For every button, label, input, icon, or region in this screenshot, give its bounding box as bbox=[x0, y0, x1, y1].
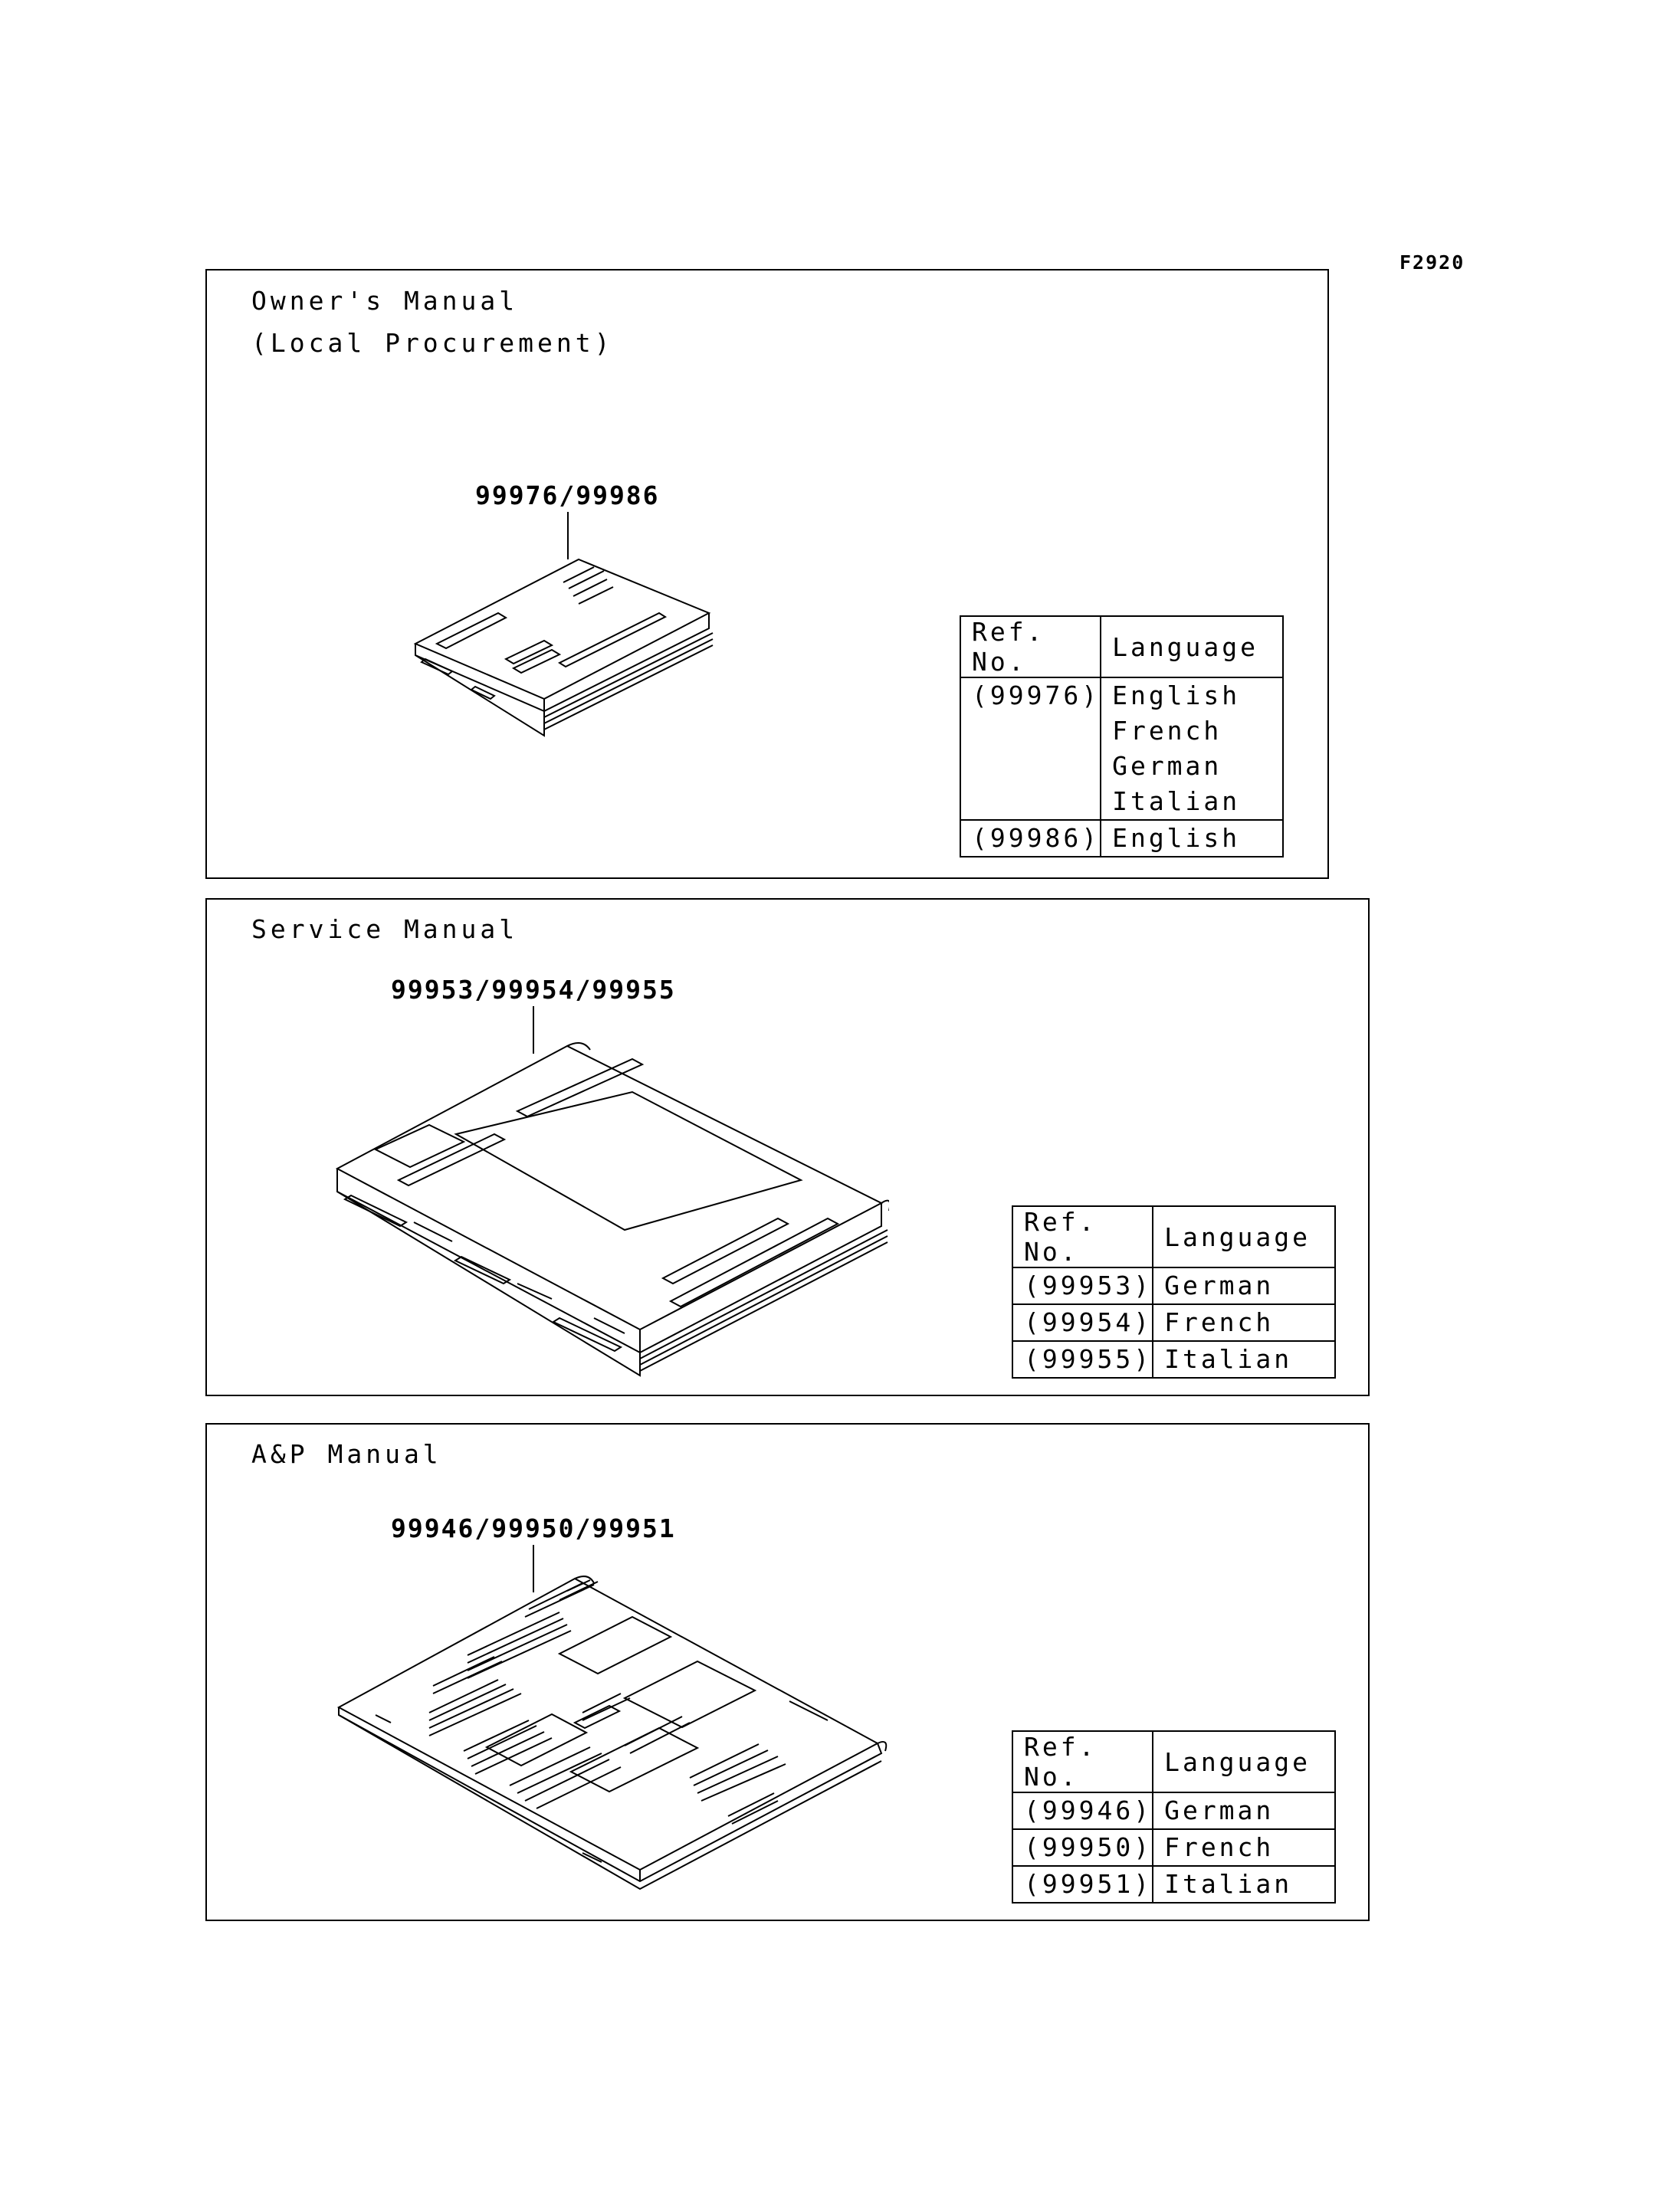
language: German bbox=[1164, 1271, 1275, 1300]
service-manual-title: Service Manual bbox=[251, 914, 519, 944]
language-cell bbox=[1153, 1304, 1335, 1341]
ap-text-lines bbox=[429, 1580, 828, 1824]
owners-manual-title: Owner's Manual bbox=[251, 286, 519, 316]
table-row bbox=[1012, 1341, 1335, 1378]
language: German bbox=[1164, 1795, 1275, 1825]
language: French bbox=[1164, 1832, 1275, 1862]
table-header-row bbox=[960, 616, 1283, 677]
table-header-row bbox=[1012, 1731, 1335, 1792]
language-cell bbox=[1153, 1829, 1335, 1866]
language: French bbox=[1112, 716, 1222, 746]
language-header: Language bbox=[1153, 1206, 1335, 1267]
service-manual-table bbox=[1012, 1205, 1336, 1379]
language-cell bbox=[1153, 1866, 1335, 1903]
language-header: Language bbox=[1101, 616, 1283, 677]
table-row bbox=[960, 820, 1283, 857]
table-row bbox=[960, 677, 1283, 820]
table-row bbox=[1012, 1267, 1335, 1304]
language: Italian bbox=[1112, 786, 1241, 816]
ap-manual-illustration bbox=[330, 1563, 889, 1900]
ref-cell bbox=[960, 677, 1101, 820]
ap-manual-callout: 99946/99950/99951 bbox=[391, 1513, 676, 1543]
ap-manual-title: A&P Manual bbox=[251, 1439, 442, 1469]
ap-manual-table bbox=[1012, 1730, 1336, 1904]
owners-manual-callout: 99976/99986 bbox=[475, 480, 660, 510]
table-row bbox=[1012, 1866, 1335, 1903]
ref-cell bbox=[960, 820, 1101, 857]
language: Italian bbox=[1164, 1869, 1293, 1899]
ref-cell bbox=[1012, 1792, 1153, 1829]
language-cell bbox=[1153, 1267, 1335, 1304]
language-header: Language bbox=[1153, 1731, 1335, 1792]
language: English bbox=[1112, 823, 1241, 853]
language-cell bbox=[1101, 820, 1283, 857]
table-header-row bbox=[1012, 1206, 1335, 1267]
service-manual-callout: 99953/99954/99955 bbox=[391, 975, 676, 1005]
language: English bbox=[1112, 680, 1241, 710]
ref-no: (99976) bbox=[972, 680, 1101, 710]
ref-no: (99950) bbox=[1024, 1832, 1153, 1862]
ref-no: (99986) bbox=[972, 823, 1101, 853]
service-manual-illustration bbox=[330, 1027, 889, 1387]
language: German bbox=[1112, 751, 1222, 781]
ref-no: (99954) bbox=[1024, 1307, 1153, 1337]
ref-no: (99953) bbox=[1024, 1271, 1153, 1300]
ref-no: (99955) bbox=[1024, 1344, 1153, 1374]
ref-cell bbox=[1012, 1341, 1153, 1378]
ref-no-header: Ref. No. bbox=[1012, 1731, 1153, 1792]
ref-no-header: Ref. No. bbox=[960, 616, 1101, 677]
table-row bbox=[1012, 1829, 1335, 1866]
ref-cell bbox=[1012, 1829, 1153, 1866]
owners-manual-subtitle: (Local Procurement) bbox=[251, 328, 614, 358]
language: French bbox=[1164, 1307, 1275, 1337]
owners-manual-illustration bbox=[406, 536, 728, 751]
figure-code: F2920 bbox=[1399, 251, 1465, 274]
language-cell bbox=[1153, 1341, 1335, 1378]
ref-cell bbox=[1012, 1304, 1153, 1341]
ref-cell bbox=[1012, 1267, 1153, 1304]
language: Italian bbox=[1164, 1344, 1293, 1374]
ref-cell bbox=[1012, 1866, 1153, 1903]
owners-manual-table bbox=[960, 615, 1284, 857]
table-row bbox=[1012, 1792, 1335, 1829]
language-cell bbox=[1101, 677, 1283, 820]
ref-no-header: Ref. No. bbox=[1012, 1206, 1153, 1267]
ref-no: (99946) bbox=[1024, 1795, 1153, 1825]
language-cell bbox=[1153, 1792, 1335, 1829]
ref-no: (99951) bbox=[1024, 1869, 1153, 1899]
table-row bbox=[1012, 1304, 1335, 1341]
